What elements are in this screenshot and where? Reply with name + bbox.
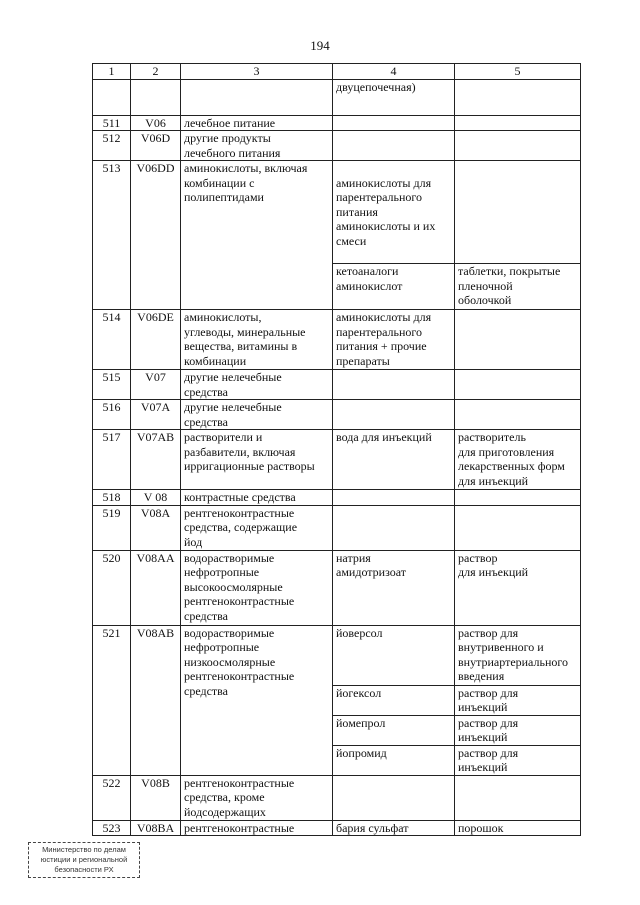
cell-code: V07 bbox=[131, 370, 181, 400]
table-row bbox=[93, 430, 581, 490]
cell-name: другие нелечебные средства bbox=[181, 370, 333, 400]
table-row bbox=[93, 490, 581, 506]
cell-form: раствор для инъекций bbox=[455, 715, 581, 745]
header-col-3: 3 bbox=[181, 64, 333, 80]
cell-substance: кетоаналоги аминокислот bbox=[333, 264, 455, 310]
cell-form: раствор для инъекций bbox=[455, 745, 581, 775]
cell-form: раствор для внутривенного и внутриартериального введения bbox=[455, 625, 581, 685]
cell-number: 514 bbox=[93, 310, 131, 370]
cell-substance: йомепрол bbox=[333, 715, 455, 745]
cell-number: 520 bbox=[93, 550, 131, 625]
cell-number: 521 bbox=[93, 625, 131, 775]
cell-name: водорастворимые нефротропные низкоосмолярные рентгеноконтрастные средства bbox=[181, 625, 333, 775]
cell-number: 516 bbox=[93, 400, 131, 430]
cell-number: 517 bbox=[93, 430, 131, 490]
cell-substance: йогексол bbox=[333, 685, 455, 715]
cell-substance: йоверсол bbox=[333, 625, 455, 685]
stamp-line: юстиции и региональной bbox=[40, 855, 128, 864]
header-col-2: 2 bbox=[131, 64, 181, 80]
cell-number: 513 bbox=[93, 161, 131, 310]
cell-name: аминокислоты, углеводы, минеральные вещества, витамины в комбинации bbox=[181, 310, 333, 370]
table-row bbox=[93, 625, 581, 685]
cell-substance: вода для инъекций bbox=[333, 430, 455, 490]
table-row bbox=[93, 550, 581, 625]
cell-code: V08AA bbox=[131, 550, 181, 625]
table-row bbox=[93, 370, 581, 400]
cell-number: 512 bbox=[93, 131, 131, 161]
cell-substance: бария сульфат bbox=[333, 820, 455, 836]
cell-code: V08BA bbox=[131, 820, 181, 836]
table-row bbox=[93, 79, 581, 115]
header-col-5: 5 bbox=[455, 64, 581, 80]
cell-name: другие продукты лечебного питания bbox=[181, 131, 333, 161]
cell-code: V06 bbox=[131, 115, 181, 131]
ministry-stamp bbox=[28, 842, 140, 878]
cell-name: растворители и разбавители, включая ирригационные растворы bbox=[181, 430, 333, 490]
cell-code: V06DE bbox=[131, 310, 181, 370]
table-row bbox=[93, 161, 581, 264]
cell-name: водорастворимые нефротропные высокоосмолярные рентгеноконтрастные средства bbox=[181, 550, 333, 625]
cell-name: другие нелечебные средства bbox=[181, 400, 333, 430]
table-header-row bbox=[93, 64, 581, 80]
cell-name: рентгеноконтрастные средства, кроме йодсодержащих bbox=[181, 775, 333, 820]
cell-form: раствор для инъекций bbox=[455, 550, 581, 625]
page-number: 194 bbox=[310, 38, 330, 53]
cell-code: V06D bbox=[131, 131, 181, 161]
cell-code: V07AB bbox=[131, 430, 181, 490]
cell-name: аминокислоты, включая комбинации с полипептидами bbox=[181, 161, 333, 310]
cell-code: V08B bbox=[131, 775, 181, 820]
cell-form: раствор для инъекций bbox=[455, 685, 581, 715]
cell-form: двуцепочечная) bbox=[333, 79, 455, 115]
cell-number: 519 bbox=[93, 505, 131, 550]
table-row bbox=[93, 400, 581, 430]
cell-substance: йопромид bbox=[333, 745, 455, 775]
cell-substance: аминокислоты для парентерального питания аминокислоты и их смеси bbox=[333, 161, 455, 264]
cell-number: 511 bbox=[93, 115, 131, 131]
cell-form: порошок bbox=[455, 820, 581, 836]
cell-substance: натрия амидотризоат bbox=[333, 550, 455, 625]
cell-name: рентгеноконтрастные bbox=[181, 820, 333, 836]
header-col-4: 4 bbox=[333, 64, 455, 80]
cell-number: 518 bbox=[93, 490, 131, 506]
cell-form: растворитель для приготовления лекарственных форм для инъекций bbox=[455, 430, 581, 490]
table-row bbox=[93, 820, 581, 836]
header-col-1: 1 bbox=[93, 64, 131, 80]
stamp-line: Министерство по делам bbox=[42, 845, 126, 854]
cell-code: V07A bbox=[131, 400, 181, 430]
table-row bbox=[93, 505, 581, 550]
table-row bbox=[93, 131, 581, 161]
cell-code: V06DD bbox=[131, 161, 181, 310]
cell-form: таблетки, покрытые пленочной оболочкой bbox=[455, 264, 581, 310]
cell-name: лечебное питание bbox=[181, 115, 333, 131]
table-row bbox=[93, 310, 581, 370]
cell-number: 515 bbox=[93, 370, 131, 400]
medicines-table bbox=[92, 63, 581, 836]
table-row bbox=[93, 115, 581, 131]
cell-code: V08AB bbox=[131, 625, 181, 775]
cell-substance: аминокислоты для парентерального питания + прочие препараты bbox=[333, 310, 455, 370]
table-row bbox=[93, 775, 581, 820]
cell-number: 522 bbox=[93, 775, 131, 820]
cell-name: рентгеноконтрастные средства, содержащие йод bbox=[181, 505, 333, 550]
cell-code: V08A bbox=[131, 505, 181, 550]
stamp-line: безопасности РХ bbox=[54, 865, 114, 874]
cell-code: V 08 bbox=[131, 490, 181, 506]
cell-name: контрастные средства bbox=[181, 490, 333, 506]
cell-number: 523 bbox=[93, 820, 131, 836]
